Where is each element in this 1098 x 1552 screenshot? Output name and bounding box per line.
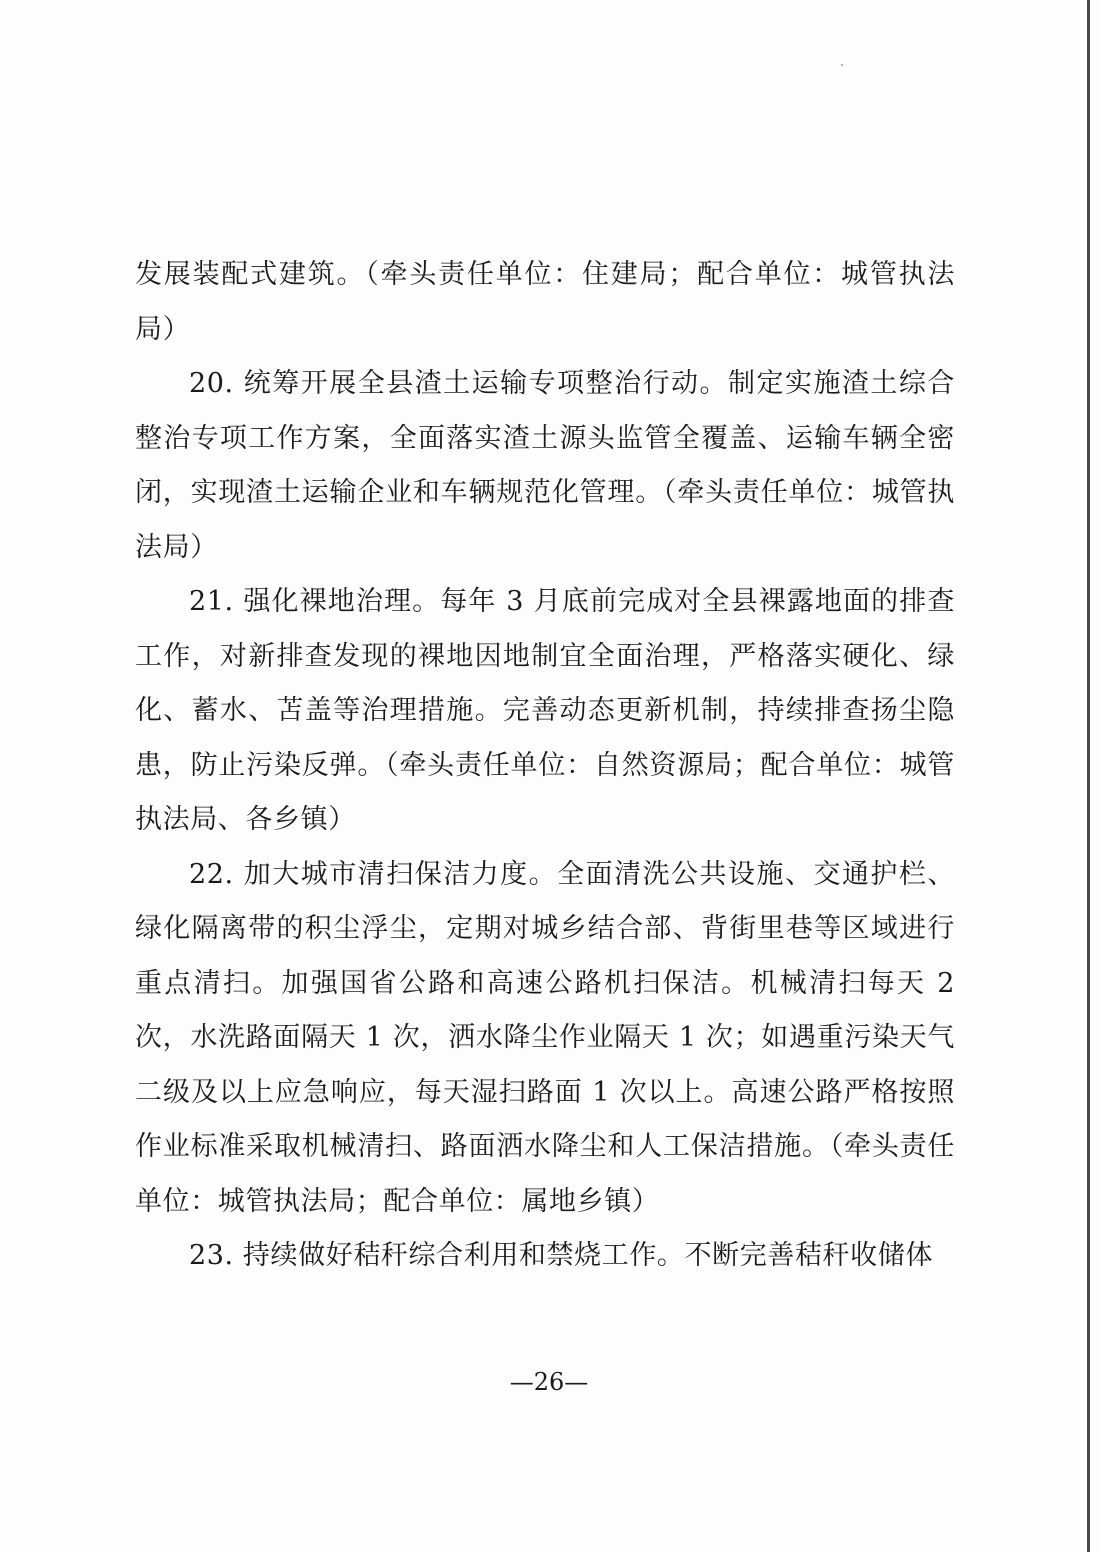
paragraph-item-22: 22. 加大城市清扫保洁力度。全面清洗公共设施、交通护栏、绿化隔离带的积尘浮尘，定期对城乡结合部、背街里巷等区域进行重点清扫。加强国省公路和高速公路机扫保洁。机械清扫每天 2 次，水洗路面隔天 1 次，洒水降尘作业隔天 1 次；如遇重污染天气二级及以上应急响应，每天湿扫路面 1 次以上。高速公路严格按照作业标准采取机械清扫、路面洒水降尘和人工保洁措施。（牵头责任单位：城管执法局；配合单位：属地乡镇） bbox=[135, 858, 955, 1217]
scan-speck bbox=[841, 64, 843, 66]
paragraph-item-23: 23. 持续做好秸秆综合利用和禁烧工作。不断完善秸秆收储体 bbox=[189, 1240, 933, 1271]
document-body bbox=[135, 248, 955, 1284]
page-number: —26— bbox=[509, 1368, 589, 1396]
paragraph-item-20: 20. 统筹开展全县渣土运输专项整治行动。制定实施渣土综合整治专项工作方案，全面落实渣土源头监管全覆盖、运输车辆全密闭，实现渣土运输企业和车辆规范化管理。（牵头责任单位：城管执法局） bbox=[135, 368, 955, 563]
paragraph-item-21: 21. 强化裸地治理。每年 3 月底前完成对全县裸露地面的排查工作，对新排查发现的裸地因地制宜全面治理，严格落实硬化、绿化、蓄水、苫盖等治理措施。完善动态更新机制，持续排查扬尘隐患，防止污染反弹。（牵头责任单位：自然资源局；配合单位：城管执法局、各乡镇） bbox=[135, 586, 955, 835]
scan-edge-shadow bbox=[1087, 0, 1090, 1552]
paragraph-continuation: 发展装配式建筑。（牵头责任单位：住建局；配合单位：城管执法局） bbox=[135, 259, 955, 345]
